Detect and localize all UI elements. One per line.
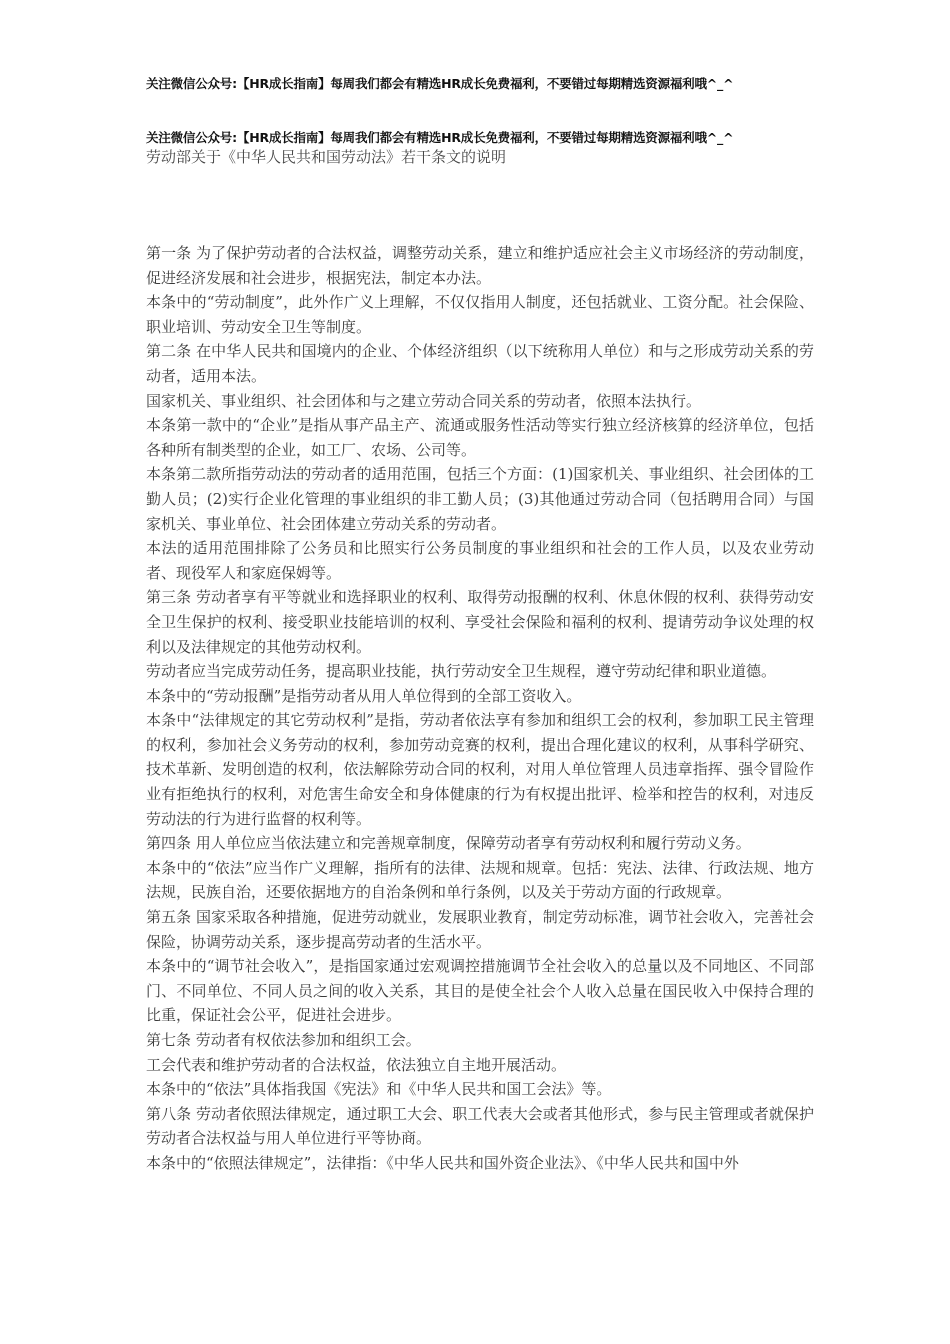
- paragraph: 工会代表和维护劳动者的合法权益，依法独立自主地开展活动。: [146, 1055, 567, 1074]
- paragraph: 本条第二款所指劳动法的劳动者的适用范围，包括三个方面：(1)国家机关、事业组织、社会团体的工勤人员；(2)实行企业化管理的事业组织的非工勤人员；(3)其他通过劳动合同（包括聘用合同）与国家机关、事业单位、社会团体建立劳动关系的劳动者。: [146, 465, 814, 533]
- paragraph-article-5: 第五条 国家采取各种措施，促进劳动就业，发展职业教育，制定劳动标准，调节社会收入，完善社会保险，协调劳动关系，逐步提高劳动者的生活水平。: [146, 908, 814, 951]
- paragraph-article-1: 第一条 为了保护劳动者的合法权益，调整劳动关系，建立和维护适应社会主义市场经济的劳动制度，促进经济发展和社会进步，根据宪法，制定本办法。: [146, 244, 814, 287]
- paragraph: 本条中的“依法”应当作广义理解，指所有的法律、法规和规章。包括：宪法、法律、行政法规、地方法规，民族自治，还要依据地方的自治条例和单行条例，以及关于劳动方面的行政规章。: [146, 858, 814, 902]
- paragraph: 国家机关、事业组织、社会团体和与之建立劳动合同关系的劳动者，依照本法执行。: [146, 391, 702, 410]
- paragraph: 本法的适用范围排除了公务员和比照实行公务员制度的事业组织和社会的工作人员，以及农业劳动者、现役军人和家庭保姆等。: [146, 539, 814, 582]
- paragraph: 本条中的“调节社会收入”，是指国家通过宏观调控措施调节全社会收入的总量以及不同地区、不同部门、不同单位、不同人员之间的收入关系，其目的是使全社会个人收入总量在国民收入中保持合理的比重，保证社会公平，促进社会进步。: [146, 957, 814, 1025]
- paragraph: 劳动者应当完成劳动任务，提高职业技能，执行劳动安全卫生规程，遵守劳动纪律和职业道德。: [146, 662, 777, 681]
- paragraph-article-4: 第四条 用人单位应当依法建立和完善规章制度，保障劳动者享有劳动权利和履行劳动义务。: [146, 834, 751, 853]
- banner-notice-top: 关注微信公众号:【HR成长指南】每周我们都会有精选HR成长免费福利，不要错过每期精选资源福利哦^_^: [146, 76, 734, 91]
- paragraph-article-3: 第三条 劳动者享有平等就业和选择职业的权利、取得劳动报酬的权利、休息休假的权利、获得劳动安全卫生保护的权利、接受职业技能培训的权利、享受社会保险和福利的权利、提请劳动争议处理的权利以及法律规定的其他劳动权利。: [146, 588, 814, 656]
- paragraph: 本条中“法律规定的其它劳动权利”是指，劳动者依法享有参加和组织工会的权利，参加职工民主管理的权利，参加社会义务劳动的权利，参加劳动竞赛的权利，提出合理化建议的权利，从事科学研究、技术革新、发明创造的权利，依法解除劳动合同的权利，对用人单位管理人员违章指挥、强令冒险作业有拒绝执行的权利，对危害生命安全和身体健康的行为有权提出批评、检举和控告的权利，对违反劳动法的行为进行监督的权利等。: [146, 711, 814, 828]
- paragraph: 本条中的“依法”具体指我国《宪法》和《中华人民共和国工会法》等。: [146, 1080, 612, 1099]
- paragraph: 本条第一款中的“企业”是指从事产品主产、流通或服务性活动等实行独立经济核算的经济单位，包括各种所有制类型的企业，如工厂、农场、公司等。: [146, 416, 814, 459]
- paragraph-article-7: 第七条 劳动者有权依法参加和组织工会。: [146, 1031, 421, 1049]
- paragraph: 本条中的“依照法律规定”，法律指：《中华人民共和国外资企业法》、《中华人民共和国中外: [146, 1153, 739, 1172]
- paragraph: 本条中的“劳动制度”，此外作广义上理解，不仅仅指用人制度，还包括就业、工资分配。社会保险、职业培训、劳动安全卫生等制度。: [146, 293, 814, 336]
- paragraph-article-8: 第八条 劳动者依照法律规定，通过职工大会、职工代表大会或者其他形式，参与民主管理或者就保护劳动者合法权益与用人单位进行平等协商。: [146, 1104, 814, 1148]
- paragraph-article-2: 第二条 在中华人民共和国境内的企业、个体经济组织（以下统称用人单位）和与之形成劳动关系的劳动者，适用本法。: [146, 342, 814, 385]
- paragraph: 本条中的“劳动报酬”是指劳动者从用人单位得到的全部工资收入。: [146, 686, 582, 705]
- banner-notice-second: 关注微信公众号:【HR成长指南】每周我们都会有精选HR成长免费福利，不要错过每期精选资源福利哦^_^: [146, 130, 734, 145]
- document-body: [146, 241, 814, 1176]
- document-title: 劳动部关于《中华人民共和国劳动法》若干条文的说明: [146, 148, 507, 166]
